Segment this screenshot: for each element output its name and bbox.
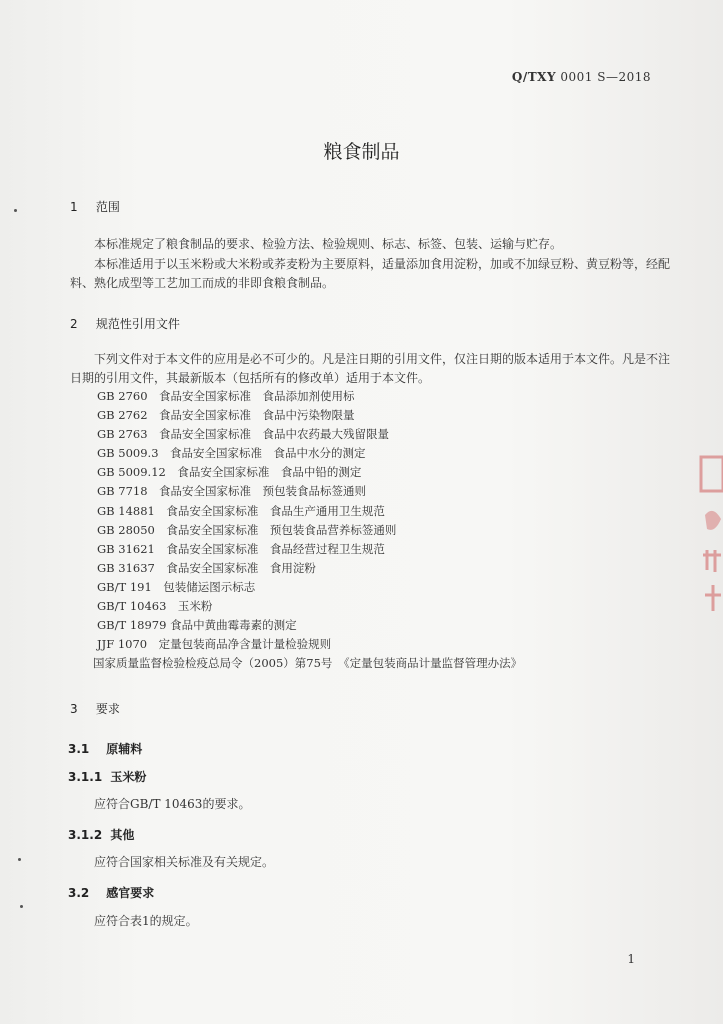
reference-item: GB 5009.12 食品安全国家标准 食品中铅的测定 (97, 465, 362, 480)
section-3-1-2-heading (68, 826, 134, 843)
reference-item: GB 5009.3 食品安全国家标准 食品中水分的测定 (97, 446, 366, 461)
section-number: 2 (70, 317, 78, 331)
margin-dot (18, 858, 21, 861)
reference-item: JJF 1070 定量包装商品净含量计量检验规则 (97, 637, 332, 652)
section-3-heading (70, 700, 120, 717)
section-title: 规范性引用文件 (95, 317, 180, 331)
section-number: 3.2 (68, 886, 90, 900)
doc-code-number: 0001 S—2018 (560, 70, 651, 84)
section-title: 感官要求 (106, 886, 155, 900)
reference-item: 国家质量监督检验检疫总局令（2005）第75号 《定量包装商品计量监督管理办法》 (93, 656, 523, 671)
section-1-heading (70, 198, 120, 215)
section-3-1-1-heading (68, 768, 146, 785)
references-intro: 下列文件对于本文件的应用是必不可少的。凡是注日期的引用文件，仅注日期的版本适用于本文件。凡是不注日期的引用文件，其最新版本（包括所有的修改单）适用于本文件。 (70, 352, 671, 385)
scope-paragraph-1: 本标准规定了粮食制品的要求、检验方法、检验规则、标志、标签、包装、运输与贮存。 (94, 237, 563, 251)
scope-paragraph-2: 本标准适用于以玉米粉或大米粉或荞麦粉为主要原料，适量添加食用淀粉，加或不加绿豆粉、黄豆粉等，经配料、熟化成型等工艺加工而成的非即食粮食制品。 (70, 257, 671, 290)
margin-dot (20, 905, 23, 908)
reference-item: GB/T 18979 食品中黄曲霉毒素的测定 (97, 618, 297, 633)
margin-dot (14, 209, 17, 212)
document-code (512, 70, 651, 84)
reference-item: GB 28050 食品安全国家标准 预包装食品营养标签通则 (97, 522, 397, 537)
section-title: 玉米粉 (110, 770, 147, 784)
reference-item: GB 2760 食品安全国家标准 食品添加剂使用标 (97, 389, 355, 403)
section-3-2-text: 应符合表1的规定。 (94, 914, 198, 928)
section-title: 范围 (95, 200, 120, 214)
section-number: 1 (70, 200, 78, 214)
section-2-heading (70, 315, 180, 332)
page-number: 1 (627, 952, 635, 966)
section-title: 要求 (95, 702, 120, 716)
section-3-1-1-text: 应符合GB/T 10463的要求。 (94, 797, 251, 811)
section-number: 3 (70, 702, 78, 716)
reference-item: GB 2763 食品安全国家标准 食品中农药最大残留限量 (97, 427, 390, 442)
section-3-2-heading (68, 884, 154, 901)
section-3-1-2-text: 应符合国家相关标准及有关规定。 (94, 855, 275, 869)
doc-code-prefix: Q/TXY (511, 70, 557, 84)
reference-item: GB/T 10463 玉米粉 (97, 599, 213, 614)
section-number: 3.1.2 (68, 828, 103, 842)
reference-list (93, 387, 523, 673)
section-3-1-heading (68, 740, 142, 757)
reference-item: GB 31637 食品安全国家标准 食用淀粉 (97, 560, 316, 575)
reference-item: GB 2762 食品安全国家标准 食品中污染物限量 (97, 408, 355, 423)
section-number: 3.1 (68, 742, 90, 756)
section-number: 3.1.1 (68, 770, 103, 784)
reference-item: GB/T 191 包装储运图示标志 (97, 579, 256, 594)
page-title: 粮食制品 (323, 141, 400, 163)
red-seal-stamp-fragment (695, 455, 723, 615)
section-title: 原辅料 (106, 742, 143, 756)
section-title: 其他 (110, 828, 135, 842)
reference-item: GB 7718 食品安全国家标准 预包装食品标签通则 (97, 484, 367, 499)
reference-item: GB 14881 食品安全国家标准 食品生产通用卫生规范 (97, 503, 385, 518)
reference-item: GB 31621 食品安全国家标准 食品经营过程卫生规范 (97, 541, 385, 556)
